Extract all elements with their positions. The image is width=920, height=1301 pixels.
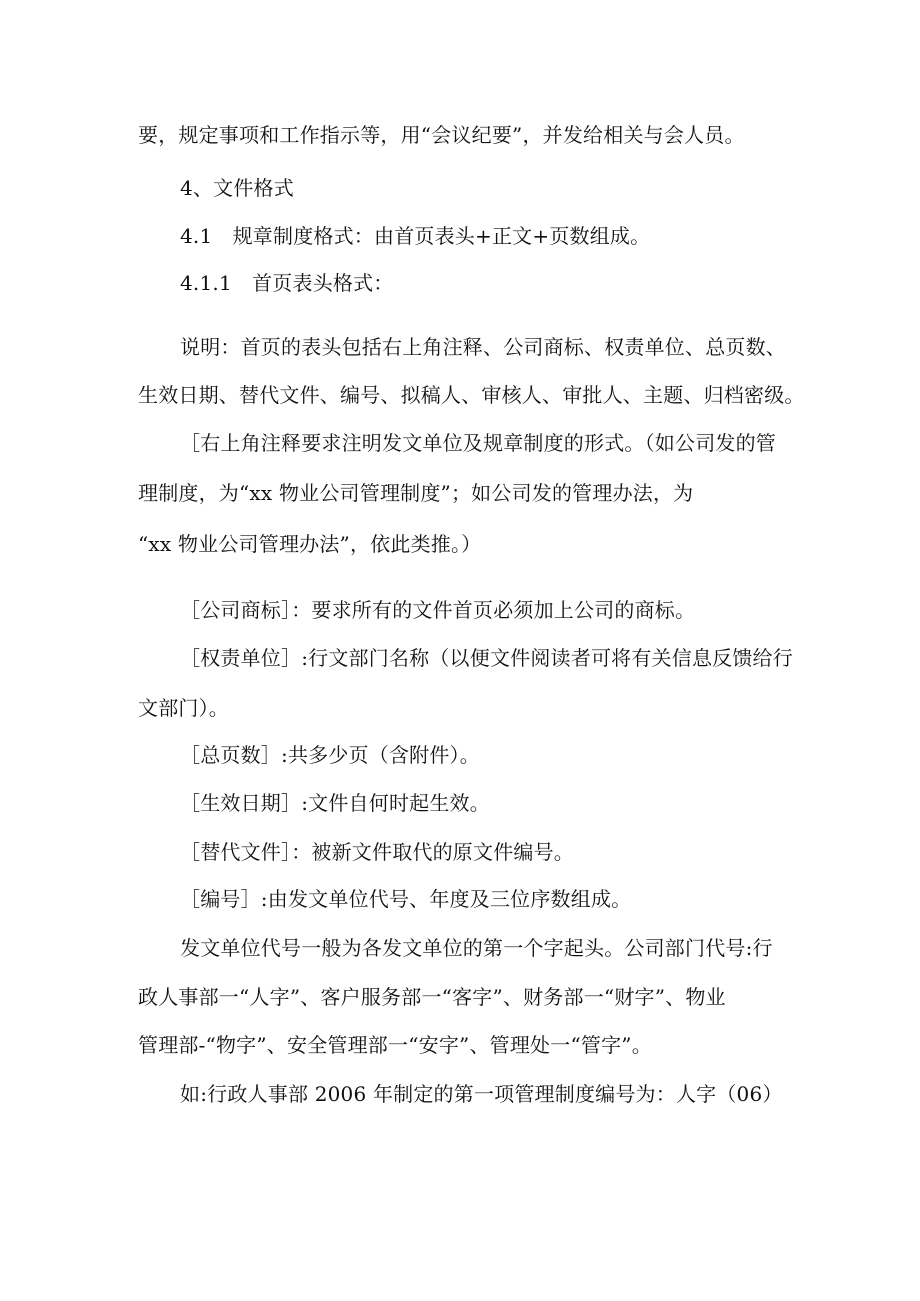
text-line-1: 要，规定事项和工作指示等，用“会议纪要”，并发给相关与会人员。 — [138, 123, 745, 147]
text-line-17: 发文单位代号一般为各发文单位的第一个字起头。公司部门代号:行 — [180, 936, 773, 960]
text-line-19: 管理部-“物字”、安全管理部一“安字”、管理处一“管字”。 — [138, 1033, 652, 1057]
text-line-6: 生效日期、替代文件、编号、拟稿人、审核人、审批人、主题、归档密级。 — [138, 383, 805, 407]
text-line-9: “xx 物业公司管理办法”，依此类推。） — [138, 532, 482, 556]
text-line-12: 文部门）。 — [138, 696, 229, 720]
text-line-8: 理制度，为“xx 物业公司管理制度”；如公司发的管理办法，为 — [138, 481, 694, 505]
section-heading-4-1: 4.1 规章制度格式：由首页表头+正文+页数组成。 — [180, 224, 651, 248]
text-line-14: ［生效日期］:文件自何时起生效。 — [180, 791, 490, 815]
text-line-18: 政人事部一“人字”、客户服务部一“客字”、财务部一“财字”、物业 — [138, 985, 726, 1009]
text-line-7: ［右上角注释要求注明发文单位及规章制度的形式。（如公司发的管 — [180, 431, 776, 455]
text-line-10: ［公司商标］：要求所有的文件首页必须加上公司的商标。 — [180, 598, 696, 622]
text-line-5: 说明：首页的表头包括右上角注释、公司商标、权责单位、总页数、 — [180, 335, 786, 359]
text-line-13: ［总页数］:共多少页（含附件）。 — [180, 743, 480, 767]
text-line-15: ［替代文件］：被新文件取代的原文件编号。 — [180, 840, 574, 864]
text-line-16: ［编号］:由发文单位代号、年度及三位序数组成。 — [180, 887, 632, 911]
section-heading-4-1-1: 4.1.1 首页表头格式： — [180, 271, 394, 295]
text-line-20: 如:行政人事部 2006 年制定的第一项管理制度编号为：人字（06） — [180, 1082, 783, 1106]
text-line-11: ［权责单位］:行文部门名称（以便文件阅读者可将有关信息反馈给行 — [180, 646, 793, 670]
section-heading-4: 4、文件格式 — [180, 176, 294, 200]
